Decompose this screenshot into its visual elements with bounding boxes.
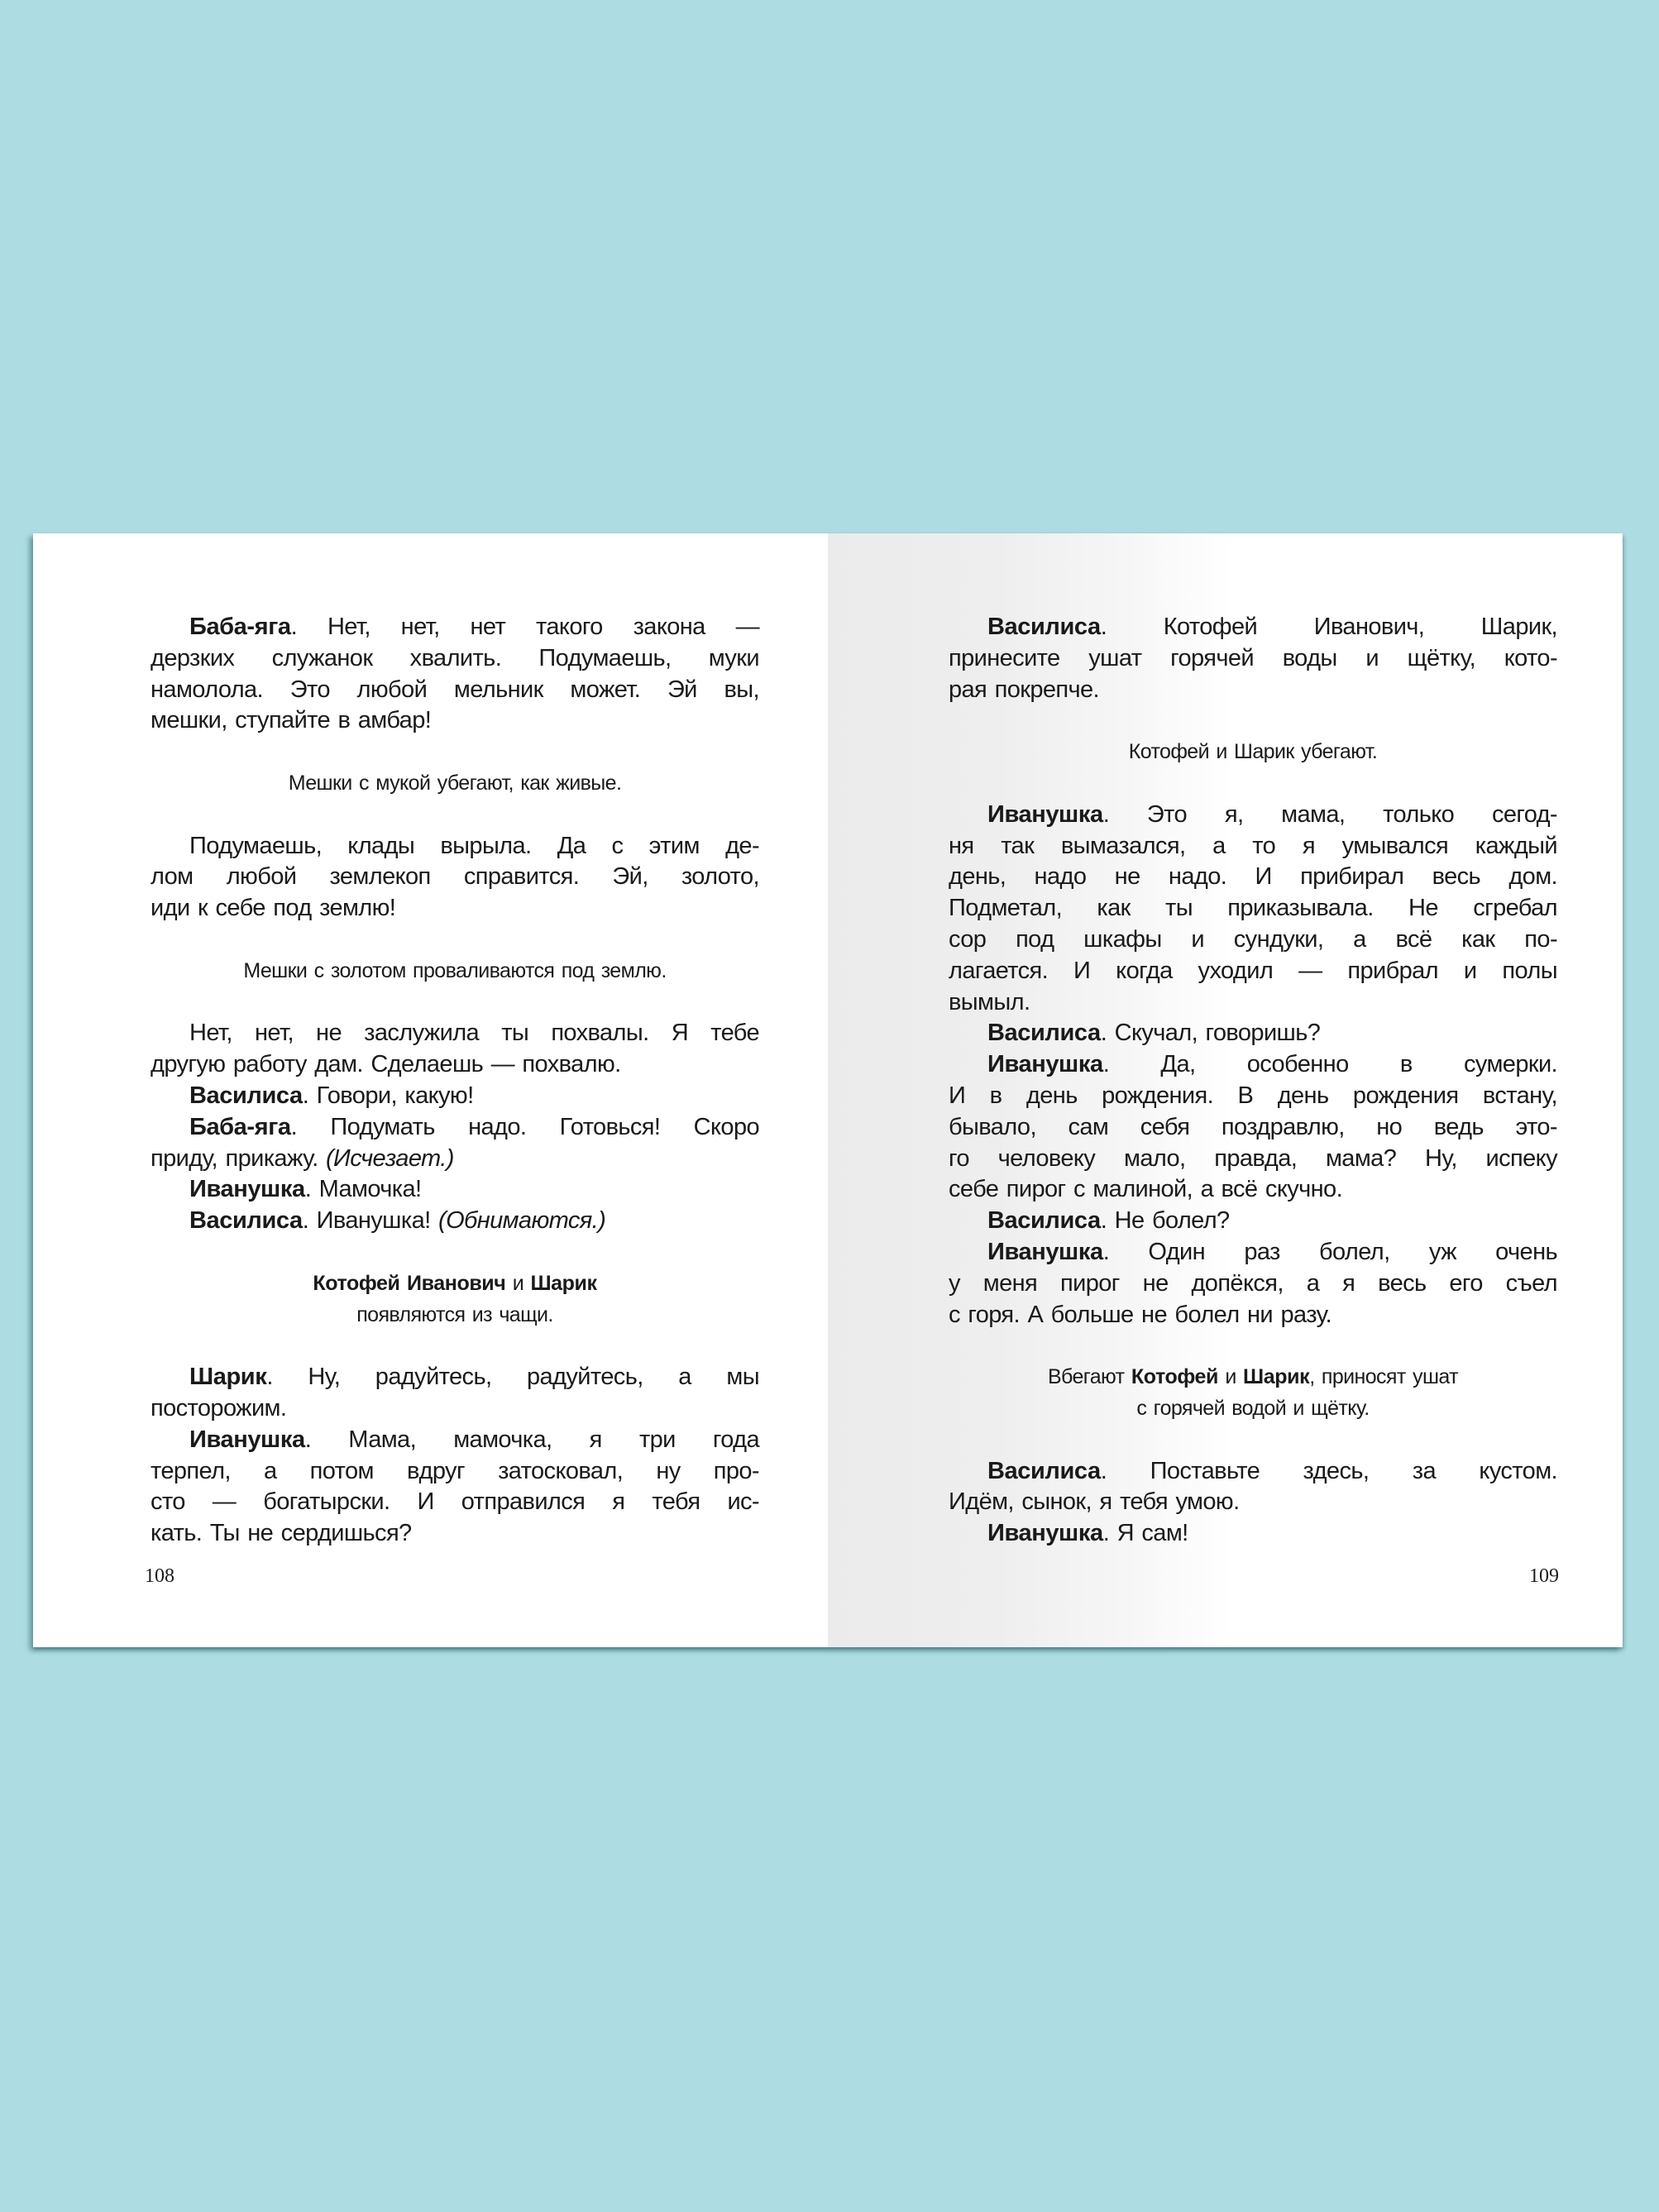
right-page [828,533,1623,1647]
text-line: сто — богатырски. И отправился я тебя ис- [151,1488,759,1516]
speaker-name: Василиса [987,614,1101,640]
text-line: рая покрепче. [949,676,1099,703]
dialogue-line: Василиса. Говори, какую! [189,1082,474,1109]
speaker-name: Василиса [987,1020,1101,1047]
stage-remark: (Обнимаются.) [438,1207,606,1235]
text-line: ня так вымазался, а то я умывался каждый [949,832,1557,859]
page-number: 108 [145,1565,175,1587]
stage-direction: Вбегают Котофей и Шарик, приносят ушат [1047,1365,1459,1389]
text-line: кать. Ты не сердишься? [151,1520,412,1547]
text-line: посторожим. [151,1394,287,1421]
stage-direction: с горячей водой и щётку. [1136,1396,1370,1420]
text-line: терпел, а потом вдруг затосковал, ну про- [151,1457,759,1484]
open-book-spread [33,533,1623,1647]
speaker-name: Шарик [189,1364,267,1391]
text-line: Нет, нет, не заслужила ты похвалы. Я тебе [189,1020,759,1047]
speaker-name: Иванушка [189,1426,305,1453]
dialogue-line: Шарик. Ну, радуйтесь, радуйтесь, а мы [189,1364,759,1391]
dialogue-line: Василиса. Котофей Иванович, Шарик, [987,614,1557,640]
text-line: приду, прикажу. (Исчезает.) [151,1144,454,1172]
text-line: вымыл. [949,988,1030,1015]
dialogue-line: Иванушка. Мама, мамочка, я три года [189,1426,759,1453]
stage-direction: появляются из чащи. [356,1302,553,1326]
text-line: принесите ушат горячей воды и щётку, кото- [949,644,1557,671]
text-line: у меня пирог не допёкся, а я весь его съел [949,1269,1557,1297]
text-line: бывало, сам себя поздравлю, но ведь это- [949,1113,1557,1140]
dialogue-line: Иванушка. Один раз болел, уж очень [987,1238,1557,1265]
speaker-name: Баба-яга [189,1113,291,1140]
speaker-name: Василиса [987,1457,1101,1484]
left-page [33,533,828,1647]
left-page-text [151,612,759,1550]
speaker-name: Василиса [189,1082,303,1109]
stage-direction: Мешки с золотом проваливаются под землю. [243,958,667,982]
speaker-name: Иванушка [987,800,1103,828]
text-line: лагается. И когда уходил — прибрал и полы [949,957,1557,984]
text-line: намолола. Это любой мельник может. Эй вы, [151,676,759,703]
text-line: лом любой землекоп справится. Эй, золото, [151,863,759,891]
text-line: с горя. А больше не болел ни разу. [949,1301,1332,1328]
page-number: 109 [1529,1565,1559,1587]
speaker-name: Василиса [987,1207,1101,1235]
speaker-name: Иванушка [189,1176,305,1203]
stage-direction: Мешки с мукой убегают, как живые. [288,771,622,795]
text-line: Идём, сынок, я тебя умою. [949,1488,1240,1516]
dialogue-line: Василиса. Не болел? [987,1207,1230,1235]
speaker-name: Иванушка [987,1051,1103,1078]
text-line: сор под шкафы и сундуки, а всё как по- [949,925,1557,953]
dialogue-line: Иванушка. Это я, мама, только сегод- [987,800,1557,828]
dialogue-line: Василиса. Иванушка! (Обнимаются.) [189,1207,606,1235]
text-line: И в день рождения. В день рождения встану, [949,1082,1557,1109]
text-line: го человеку мало, правда, мама? Ну, испеку [949,1144,1557,1172]
text-line: другую работу дам. Сделаешь — похвалю. [151,1051,621,1078]
text-line: дерзких служанок хвалить. Подумаешь, муки [151,644,759,671]
speaker-name: Иванушка [987,1238,1103,1265]
dialogue-line: Иванушка. Мамочка! [189,1176,422,1203]
text-line: день, надо не надо. И прибирал весь дом. [949,863,1557,891]
dialogue-line: Василиса. Скучал, говоришь? [987,1020,1321,1047]
dialogue-line: Баба-яга. Нет, нет, нет такого закона — [189,614,759,640]
dialogue-line: Баба-яга. Подумать надо. Готовься! Скоро [189,1113,759,1140]
right-page-text [949,612,1557,1550]
text-line: мешки, ступайте в амбар! [151,707,432,734]
speaker-name: Иванушка [987,1520,1103,1547]
text-line: себе пирог с малиной, а всё скучно. [949,1176,1343,1203]
dialogue-line: Иванушка. Да, особенно в сумерки. [987,1051,1557,1078]
speaker-name: Баба-яга [189,614,291,640]
dialogue-line: Иванушка. Я сам! [987,1520,1188,1547]
text-line: Подумаешь, клады вырыла. Да с этим де- [189,832,759,859]
speaker-name: Василиса [189,1207,303,1235]
stage-remark: (Исчезает.) [326,1144,454,1172]
dialogue-line: Василиса. Поставьте здесь, за кустом. [987,1457,1557,1484]
text-line: иди к себе под землю! [151,895,396,922]
text-line: Подметал, как ты приказывала. Не сгребал [949,895,1557,922]
stage-direction: Котофей и Шарик убегают. [1128,740,1378,764]
stage-direction: Котофей Иванович и Шарик [313,1271,597,1295]
